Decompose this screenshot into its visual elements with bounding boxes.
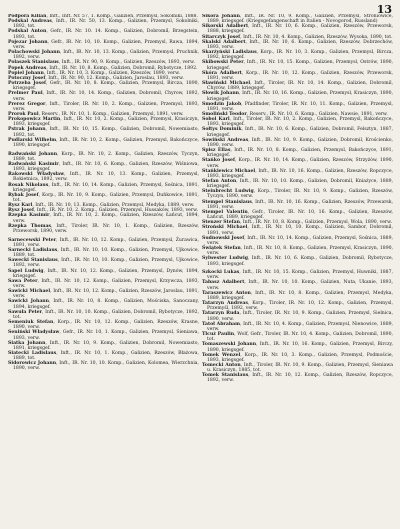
register-entry: Steinbrecht Ludwig, Korp., Tiroler, IR. Nr. 10, 9. Komp., Galizien, Rzeszów, Tyczyn, 1890, verw. (202, 189, 393, 200)
register-entry: Tomecki Anton, Inft., Tiroler, IR. Nr. 10, 9. Komp., Galizien, Przemysl, Sieniawa u. Krasiczyn, 1885, tot. (202, 362, 393, 374)
page-number: 13 (376, 3, 392, 16)
register-entry: Tlcuż Paulin, Wolf, Gefr., Tiroler, IR. Nr. 10, 4. Komp., Galizien, Dobromil, 1890, tot. (202, 332, 393, 343)
register-entry: Prorok Paul, Reserv., IR. Nr. 10, 1. Komp., Galizien, Przemysl, 1891, verw. (8, 111, 184, 117)
register-entry: Pojezar Johann, Gefr., IR. Nr. 10, 10. Komp., Galizien, Przemysl, Rawa, 1894, verw. (8, 39, 199, 50)
register-entry: Radwański Johann, Korp., IR. Nr. 10, 2. Komp., Galizien, Rzeszów, Tyczyn, 1889, tot. (8, 151, 199, 162)
register-entry: Radwański Kasimir, Inft., IR. Nr. 10, 6. Komp., Galizien, Rzeszów, Wiśniowa, 1893, kriegsgef. (8, 161, 199, 173)
register-entry: Rzepka Thomas, Inft., Tiroler, IR. Nr. 10, 1. Komp., Galizien, Rzeszów, Przeworsk, 1890, verw. (8, 223, 199, 234)
register-entry: Siatka Johann, Inft., IR. Nr. 10, 9. Komp., Galizien, Dobromil, Nowemiasto, 1891, kriegsgef. (8, 340, 199, 351)
register-entry: Siatecki Ladislaus, Inft., IR. Nr. 10, 1. Komp., Galizien, Rzeszów, Błażowa, 1889, tot. (8, 351, 199, 362)
register-entry: Rysz Karl, Inft., IR. Nr. 10, 13. Komp., Galizien, Przemysl, Medyka, 1889, verw. (8, 203, 195, 209)
register-entry: Smoliński Teodor, Reserv., IR. Nr. 10, 6. Komp., Galizien, Nawsie, 1891, verw. (202, 111, 388, 117)
right-column (202, 14, 393, 522)
register-entry: Taraszewicz Anton, Inft., IR. Nr. 10, 8. Komp., Galizien, Przemysl, Medyka, 1889, kriegsgef. (202, 290, 393, 301)
register-entry: Stempel Stanislaus, Inft., IR. Nr. 10, 16. Komp., Galizien, Rzeszów, Przewarsk, 1891, verw. (202, 199, 393, 210)
register-entry: Stempel Valentin, Gefr., Tiroler, IR. Nr. 10, 16. Komp., Galizien, Rzeszów, Łańcut, 1889, kriegsgef. (202, 209, 393, 221)
register-entry: Skibowski Peter, Inft., IR. Nr. 10, 15. Komp., Galizien, Przemysl, Ostrów, 1890, kriegsgef. (202, 60, 393, 71)
register-entry: Szkocki Lukas, Inft., IR. Nr. 10, 15. Komp., Galizien, Przemysl, Huwniki, 1887, verw. (202, 270, 393, 281)
register-entry: Sarnecewski Peter, Inft., IR. Nr. 10, 12. Komp., Galizien, Przemysl, Żurawica, 1891, verw. (8, 237, 199, 248)
register-entry: Potrzeba Josef, Gefr., IR. Nr. 10, 8. Komp., Galizien, Przemysl, Bircza, 1890, kriegsgef. (8, 81, 199, 92)
register-entry: Tatarzyn Ruda, Inft., Tiroler, IR. Nr. 10, 9. Komp., Galizien, Przemysl, Sielnica, 1890, verw. (202, 311, 393, 322)
register-entry: Stefan Anton, Inft., IR. Nr. 10, 10. Komp., Galizien, Dobromil, Kniażyce, 1889, kriegsgef. (202, 179, 393, 190)
register-entry: Sitarczyk Josef, Inft., IR. Nr. 10, 4. Komp., Galizien, Rzeszów, Wysoka, 1890, tot. (202, 34, 393, 40)
register-entry: Smodzin Jakob, Pfadfinder, Tiroler, IR. Nr. 10, 11. Komp., Galizien, Przemysl, 1891, verw. (202, 101, 393, 112)
register-entry: Podskal Anton, Gefr., IR. Nr. 10. 14. Komp., Galizien, Dobromil, Brzegstein, 1893, tot. (8, 29, 199, 40)
register-entry: Skarżyński Ladislaus, Korp., IR. Nr. 10, 3. Komp., Galizien, Przemysl, Bircza, 1892, kriegsgef. (202, 50, 393, 61)
register-entry: Semeniuk Stefan, Korp., IR. Nr. 10, 12. Komp., Galizien, Rzeszów, Krasne, 1890, verw. (8, 320, 199, 331)
left-column (8, 14, 199, 522)
register-entry: Pstrak Johann, Inft., IR. Nr. 10, 15. Komp., Galizien, Dobromil, Nowemiasto, 1892, tot. (8, 127, 199, 138)
register-entry: Sudnowski Josef, Inft., IR. Nr. 10, 14. Komp., Galizien, Przemysl, Sośnica, 1889, verw. (202, 235, 393, 246)
register-entry: Popek Andreas, Inft., IR. Nr. 10, 8. Komp., Galizien, Dobromil, Rybotycze, 1892. (8, 65, 198, 71)
register-entry: Podskal Andreas, Inft., IR. Nr. 50, 13. Komp., Galizien, Przemysl, Sokolniki, 1892, tot. (8, 19, 199, 30)
register-entry: Tatarzyn Andreas, Korp., Tiroler, IR. Nr. 10, 12. Komp., Galizien, Przemysl, Przemyśl, 1892, verw. (202, 301, 393, 312)
register-entry: Stańko Josef, Korp., IR. Nr. 10, 14. Komp., Galizien, Rzeszów, Strzyżów, 1890, verw. (202, 158, 393, 169)
register-entry: Sarnecki Ladislaus, Inft., IR. Nr. 10, 10. Komp., Galizien, Przemysl, Ujkowice, 1889, tot. (8, 247, 199, 259)
register-entry: Rosak Nikolaus, Inft., IR. Nr. 10, 14. Komp., Galizien, Przemysl, Sośnica, 1891, kriegsgef. (8, 182, 199, 193)
register-entry: Tomaszewski Johann, Inft., IR. Nr. 10, 16. Komp., Galizien, Przemysl, Birczy, 1890, kriegsgef. (202, 342, 393, 353)
register-entry: Potoczny Josef, Inft., IR. Nr. 90, 12. Komp., Galizien, Jaroslau, 1893, verw. (8, 75, 184, 81)
register-entry: Podpora Kilian, Inft., Inft. Nr. 57, 1. Komp., Galizien, Przemysl, Sokolniki, 1888. (8, 14, 198, 19)
register-entry: Skóra Adalbert, Korp., IR. Nr. 10, 12. Komp., Galizien, Rzeszów, Przeworsk, 1891, verw. (202, 70, 393, 81)
register-entry: Seniński Władysław, Gefr., IR. Nr. 10, 1. Komp., Galizien, Przemysl, Sieniawa, 1893, verw. (8, 330, 199, 341)
register-entry: Tomek Wenzel, Korp., IR. Nr. 10, 3. Komp., Galizien, Przemysl, Podmoście, 1893, kriegsgef. (202, 352, 393, 363)
register-entry: Słowik Johann, Inft., IR. Nr. 10, 16. Komp., Galizien, Przemysl, Krasiczyn, 1890, kriegsgef. (202, 91, 393, 102)
register-entry: Prerez Gregor, Inft., Tiroler, IR. Nr. 10, 2. Komp., Galizien, Przemysl, 1893, verw. (8, 101, 199, 112)
register-entry: Spisz Ellas, Inft., IR. Nr. 10, 8. Komp., Galizien, Przemysl, Bakończyce, 1891, kriegsgef. (202, 148, 393, 159)
register-entry: Skalski Adalbert, Inft., IR. Nr. 10, 6. Komp., Galizien, Rzeszów, Dobrzechów, 1893, verw. (202, 39, 393, 50)
register-entry: Sidorowicz Johann, Inft., IR. Nr. 10, 10. Komp., Galizien, Kolomea, Wierzchnia, 1890, verw. (8, 361, 199, 372)
register-entry: Stańkiewicz Michael, Inft., IR. Nr. 10, 16. Komp., Galizien, Rzeszów, Ropczyce, 1893, kriegsgef. (202, 168, 393, 179)
register-entry: Sawuła Peter, Inft., IR. Nr. 10, 10. Komp., Galizien, Dobromil, Rybotycze, 1892, tot. (8, 309, 199, 320)
register-entry: Sołtys Dominik, Inft., IR. Nr. 10, 6. Komp., Galizien, Dobromil, Felsztyn, 1887, kriegsgef. (202, 127, 393, 138)
register-entry: Stenzer Stefan, Inft., IR. Nr. 10, 8. Komp., Galizien, Przemysl, Wola, 1890, verw. (202, 220, 392, 226)
register-entry: Sikora Johann, Inft., IR. Nr. 10, 9. Komp., Galizien, Przemysl, Stroniowice, 1889, kriegsgef. (Kriegsgefangenschaft in Italien - Novogorod, Russland) (202, 14, 393, 25)
register-entry: Świątek Stefan, Inft., IR. Nr. 10, 8. Komp., Galizien, Przemysl, Krasiczyn, 1890, verw. (202, 246, 393, 257)
register-entry: Tatoł Abraham, Inft., IR. Nr. 10, 4. Komp., Galizien, Przemysl, Nienowice, 1889, verw. (202, 321, 393, 332)
register-entry: Pudlarski Wilhelm, Inft., IR. Nr. 10, 2. Komp., Galizien, Przemysl, Bakończyce, 1890, kriegsgef. (8, 137, 199, 148)
register-entry: Sawicki Johann, Inft., IR. Nr. 10, 8. Komp., Galizien, Mościska, Sanoczany, 1894, kriegsgef. (8, 299, 199, 310)
register-entry: Sowiński Andreas, Inft., IR. Nr. 10, 9. Komp., Galizien, Dobromil, Krościenko, 1890, verw. (202, 137, 393, 148)
register-entry: Popiel Johann, Inft., IR. Nr. 10, 3. Komp., Galizien, Rzeszów, 1890, verw. (8, 70, 180, 76)
register-entry: Sawecki Stanislaus, Inft., IR. Nr. 10, 10. Komp., Galizien, Przemysl, Ujkowice, 1892, verw. (8, 258, 199, 269)
register-entry: Tomek Stanislaus, Inft., IR. Nr. 10, 12. Komp., Galizien, Rzeszów, Ropczyce, 1892, verw. (202, 373, 393, 384)
register-entry: Prelmer Paul, Inft., IR. Nr. 10, 14. Komp., Galizien, Dobromil, Chyrow, 1892, verw. (8, 91, 199, 102)
register-entry: Sławiński Michael, Inft., Tiroler, IR. Nr. 10, 14. Komp., Galizien, Dobromil, Chyrów, 1889, kriegsgef. (202, 81, 393, 92)
register-entry: Sapel Ludwig, Inft., IR. Nr. 10, 12. Komp., Galizien, Przemysl, Dynów, 1894, kriegsgef. (8, 268, 199, 279)
register-entry: Stroński Michael, Inft., IR. Nr. 10, 10. Komp., Galizien, Sambor, Dobromil, 1891, verw. (202, 225, 393, 236)
register-entry: Sylwester Ludwig, Inft., IR. Nr. 10, 6. Komp., Galizien, Dobromil, Rybotycze, 1893, kriegsgef. (202, 256, 393, 267)
register-entry: Sobol Karl, Inft., Tiroler, IR. Nr. 10, 2. Komp., Galizien, Przemysl, Bakończyce, 1893, kriegsgef. (202, 117, 393, 128)
register-entry: Rysz Josef, Inft., IR. Nr. 10, 2. Komp., Galizien, Przemysl, Hussaków, 1893, verw. (8, 208, 198, 214)
register-entry: Sawicki Michael, Inft., IR. Nr. 10, 12. Komp., Galizien, Rzeszów, Jaroslau, 1891, verw. (8, 289, 199, 300)
register-entry: Sawa Peter, Inft., IR. Nr. 10, 12. Komp., Galizien, Przemysl, Krzywcza, 1893, verw. (8, 278, 199, 289)
register-entry: Polaszek Stanislaus, Inft., IR. Nr. 90, 9. Komp., Galizien, Rzeszów, 1893, verw. (8, 60, 195, 66)
register-entry: Rybak Josef, Korp., IR. Nr. 10, 9. Komp., Galizien, Przemysl, Duńkowice, 1891, tot. (8, 192, 199, 203)
register-entry: Rakowski Władysław, Inft., IR. Nr. 10, 13. Komp., Galizien, Przemysl, Rokietnica, 1892, verw. (8, 172, 199, 183)
register-entry: Tabasz Adalbert, Inft., IR. Nr. 10, 10. Komp., Galizien, Nuta, Ukanie, 1893, verw. (202, 280, 393, 291)
register-entry: Sikorski Adalbert, Inft., IR. Nr. 10, 6. Komp., Galizien, Rzeszów, Przeworsk, 1888, kriegsgef. (202, 24, 393, 35)
register-entry: Polachowski Johann, Inft., IR. Nr. 10, 13. Komp., Galizien, Przemysl, Pruchnik, 1892, verw. (8, 50, 199, 61)
register-entry: Rzepka Kasimir, Inft., IR. Nr. 10, 2. Komp., Galizien, Rzeszów, Łańcut, 1894, verw. (8, 213, 199, 224)
register-entry: Prokopowicz Martin, Inft., IR. Nr. 10, 2. Komp., Galizien, Przemysl, Krasiczyn, 1893, kriegsgef. (8, 117, 199, 128)
